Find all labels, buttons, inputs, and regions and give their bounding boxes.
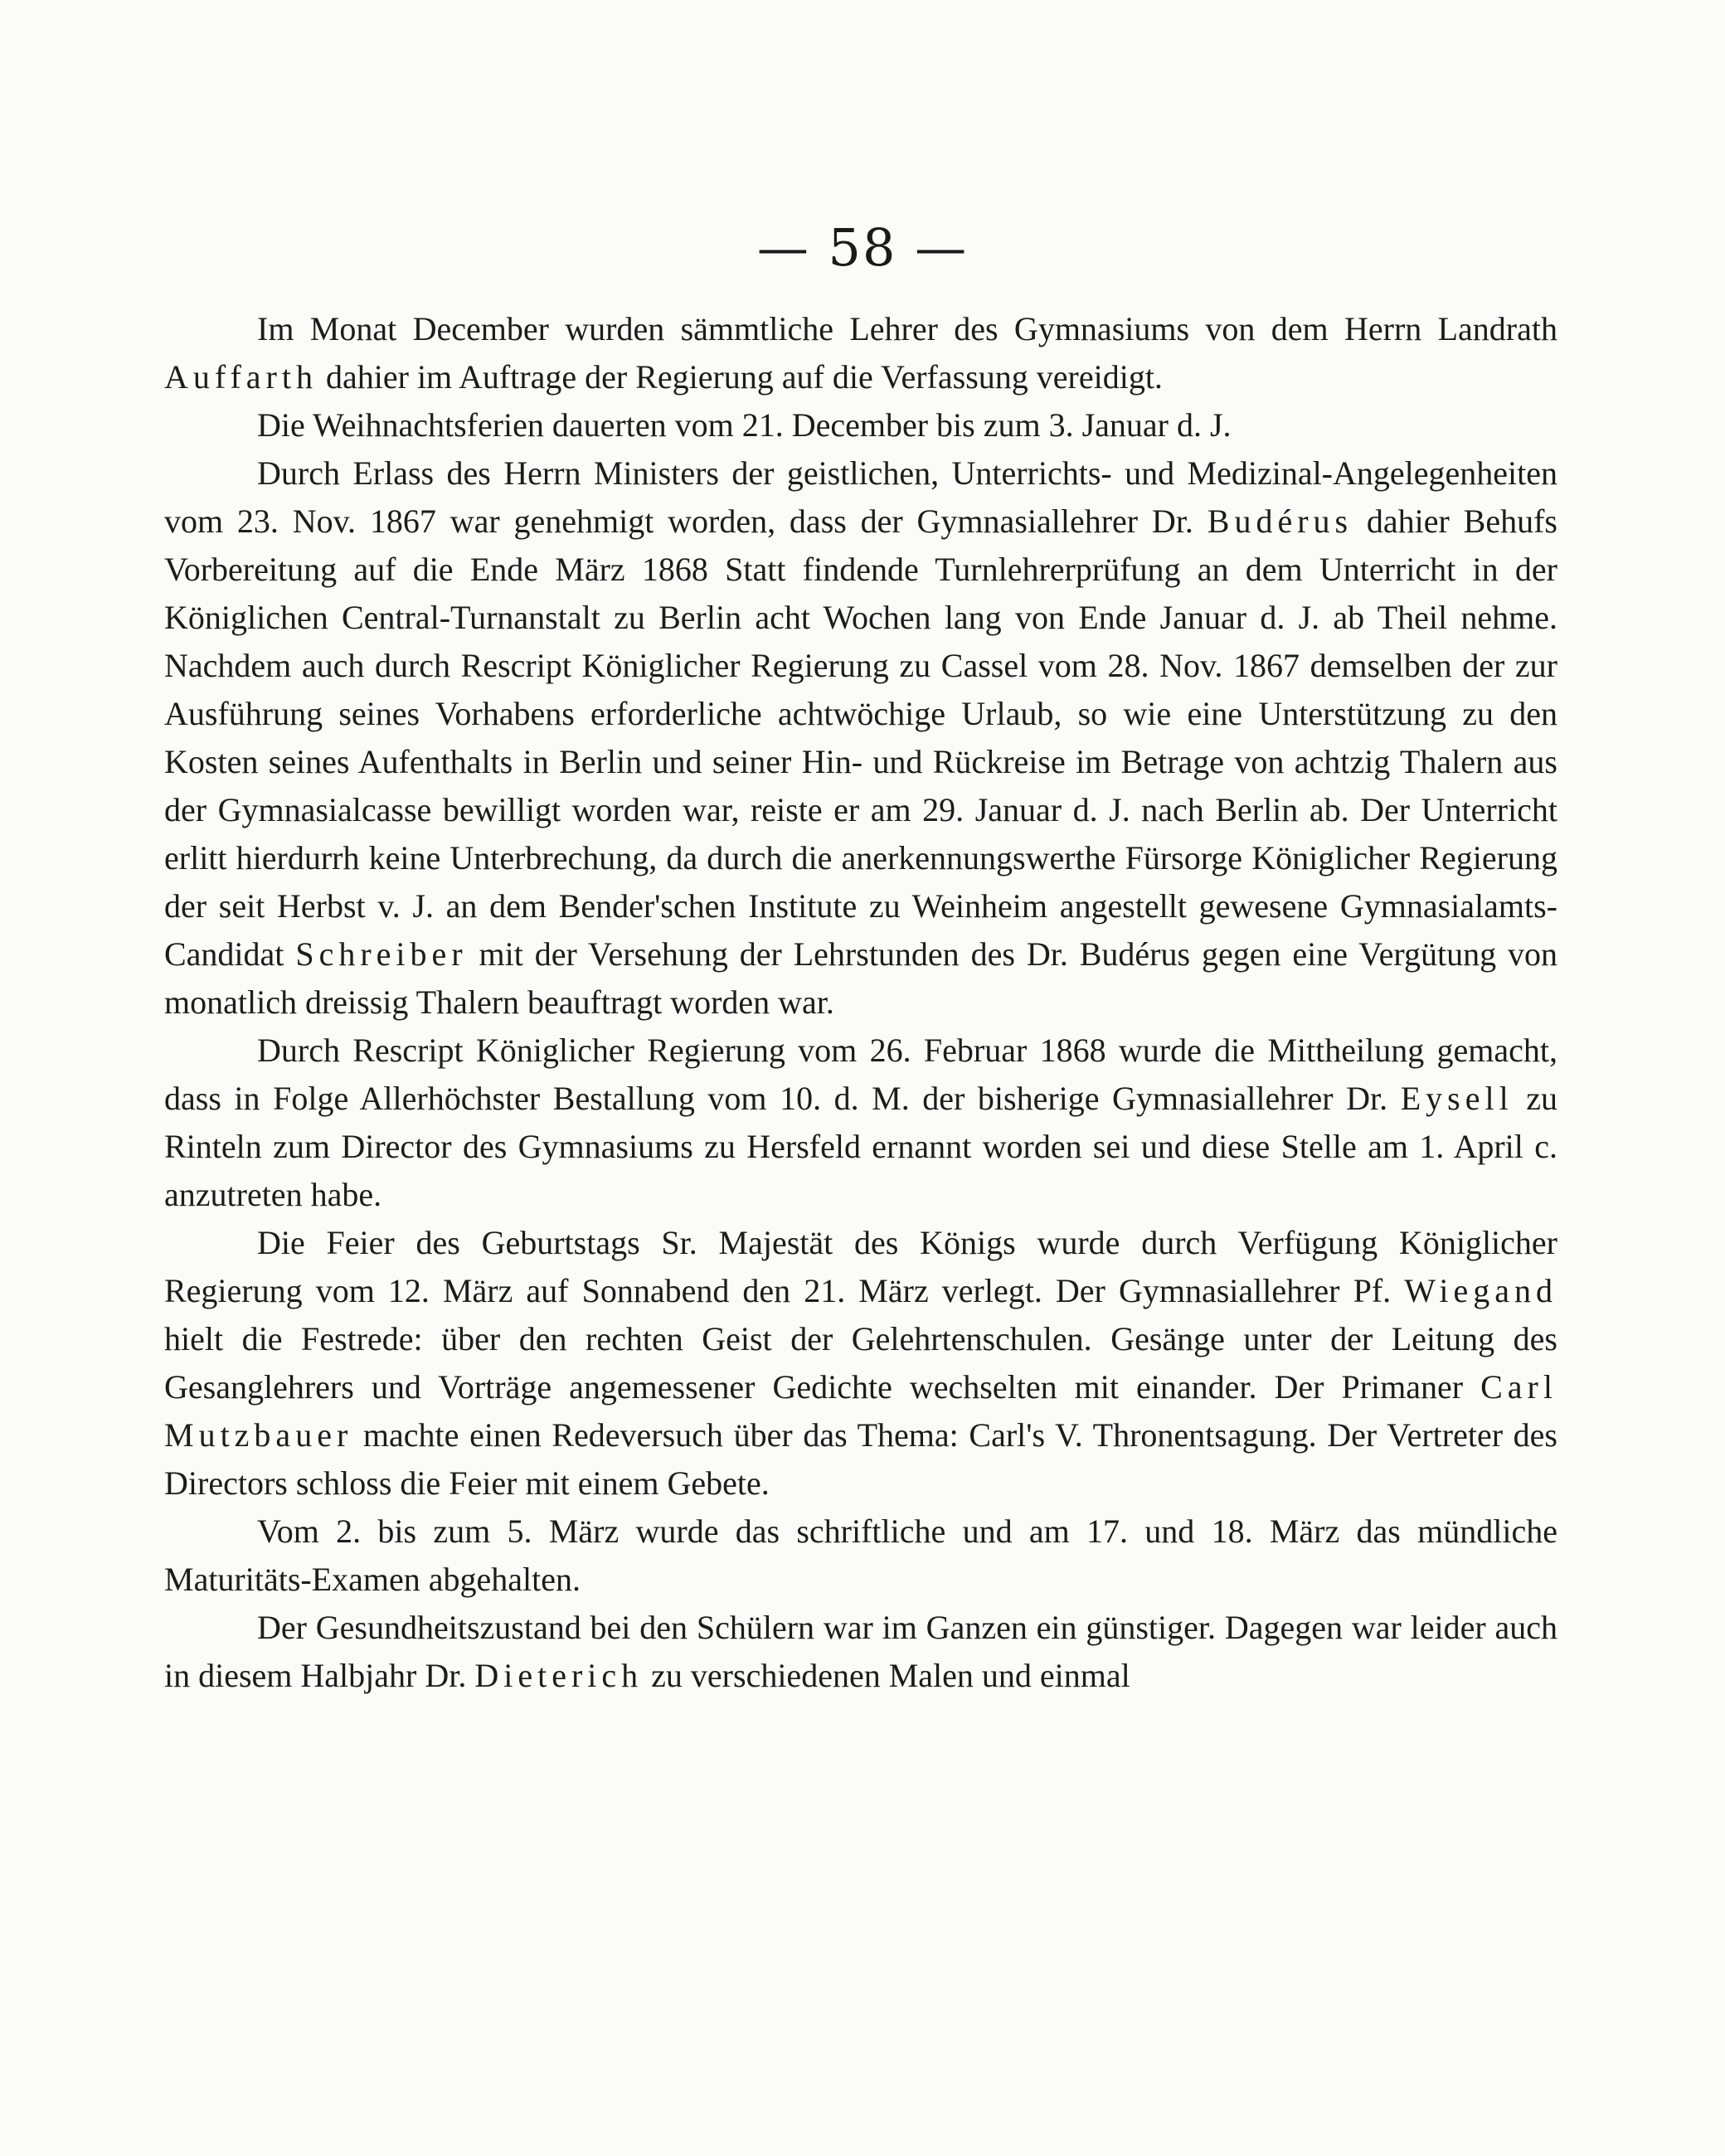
- text-run: Durch Erlass des Herrn Ministers der geistlichen, Unterrichts- und Medizinal-Angelegenheiten vom 23. Nov. 1867 war genehmigt worden, dass der Gymnasiallehrer Dr.: [164, 454, 1557, 540]
- text-run: dahier im Auftrage der Regierung auf die Verfassung vereidigt.: [318, 358, 1163, 396]
- body-text: [164, 305, 1557, 1700]
- text-run: Vom 2. bis zum 5. März wurde das schriftliche und am 17. und 18. März das mündliche Maturitäts-Examen abgehalten.: [164, 1513, 1557, 1598]
- text-run: Die Feier des Geburtstags Sr. Majestät des Königs wurde durch Verfügung Königlicher Regierung vom 12. März auf Sonnabend den 21. März verlegt. Der Gymnasiallehrer Pf.: [164, 1224, 1557, 1309]
- text-run: machte einen Redeversuch über das Thema: Carl's V. Thronentsagung. Der Vertreter des Directors schloss die Feier mit einem Gebete.: [164, 1416, 1557, 1502]
- text-run: Durch Rescript Königlicher Regierung vom 26. Februar 1868 wurde die Mittheilung gemacht, dass in Folge Allerhöchster Bestallung vom 10. d. M. der bisherige Gymnasiallehrer Dr.: [164, 1032, 1557, 1117]
- spaced-name: Dieterich: [474, 1657, 644, 1694]
- paragraph: [164, 1219, 1557, 1508]
- spaced-name: Auffarth: [164, 358, 318, 396]
- text-run: hielt die Festrede: über den rechten Geist der Gelehrtenschulen. Gesänge unter der Leitung des Gesanglehrers und Vorträge angemessener Gedichte wechselten mit einander. Der Primaner: [164, 1320, 1557, 1406]
- paragraph: [164, 449, 1557, 1027]
- text-run: zu Rinteln zum Director des Gymnasiums zu Hersfeld ernannt worden sei und diese Stelle am 1. April c. anzutreten habe.: [164, 1080, 1557, 1213]
- spaced-name: Budérus: [1207, 503, 1353, 540]
- text-run: zu verschiedenen Malen und einmal: [643, 1657, 1130, 1694]
- text-run: Im Monat December wurden sämmtliche Lehrer des Gymnasiums von dem Herrn Landrath: [257, 310, 1557, 347]
- spaced-name: Eysell: [1400, 1080, 1514, 1117]
- text-run: Die Weihnachtsferien dauerten vom 21. December bis zum 3. Januar d. J.: [257, 406, 1232, 444]
- spaced-name: Carl Mutzbauer: [164, 1368, 1557, 1454]
- paragraph: [164, 401, 1557, 449]
- paragraph: [164, 1604, 1557, 1700]
- text-run: Der Gesundheitszustand bei den Schülern war im Ganzen ein günstiger. Dagegen war leider auch in diesem Halbjahr Dr.: [164, 1609, 1557, 1694]
- spaced-name: Wiegand: [1404, 1272, 1557, 1309]
- text-run: mit der Versehung der Lehrstunden des Dr. Budérus gegen eine Vergütung von monatlich dreissig Thalern beauftragt worden war.: [164, 935, 1557, 1021]
- paragraph: [164, 1027, 1557, 1219]
- text-run: dahier Behufs Vorbereitung auf die Ende März 1868 Statt findende Turnlehrerprüfung an dem Unterricht in der Königlichen Central-Turnanstalt zu Berlin acht Wochen lang von Ende Januar d. J. ab Theil nehme. Nachdem auch durch Rescript Königlicher Regierung zu Cassel vom 28. Nov. 1867 demselben der zur Ausführung seines Vorhabens erforderliche achtwöchige Urlaub, so wie eine Unterstützung zu den Kosten seines Aufenthalts in Berlin und seiner Hin- und Rückreise im Betrage von achtzig Thalern aus der Gymnasialcasse bewilligt worden war, reiste er am 29. Januar d. J. nach Berlin ab. Der Unterricht erlitt hierdurrh keine Unterbrechung, da durch die anerkennungswerthe Fürsorge Königlicher Regierung der seit Herbst v. J. an dem Bender'schen Institute zu Weinheim angestellt gewesene Gymnasialamts-Candidat: [164, 503, 1558, 973]
- spaced-name: Schreiber: [295, 935, 468, 973]
- paragraph: [164, 305, 1557, 401]
- page-number: — 58 —: [756, 217, 969, 278]
- paragraph: [164, 1508, 1557, 1604]
